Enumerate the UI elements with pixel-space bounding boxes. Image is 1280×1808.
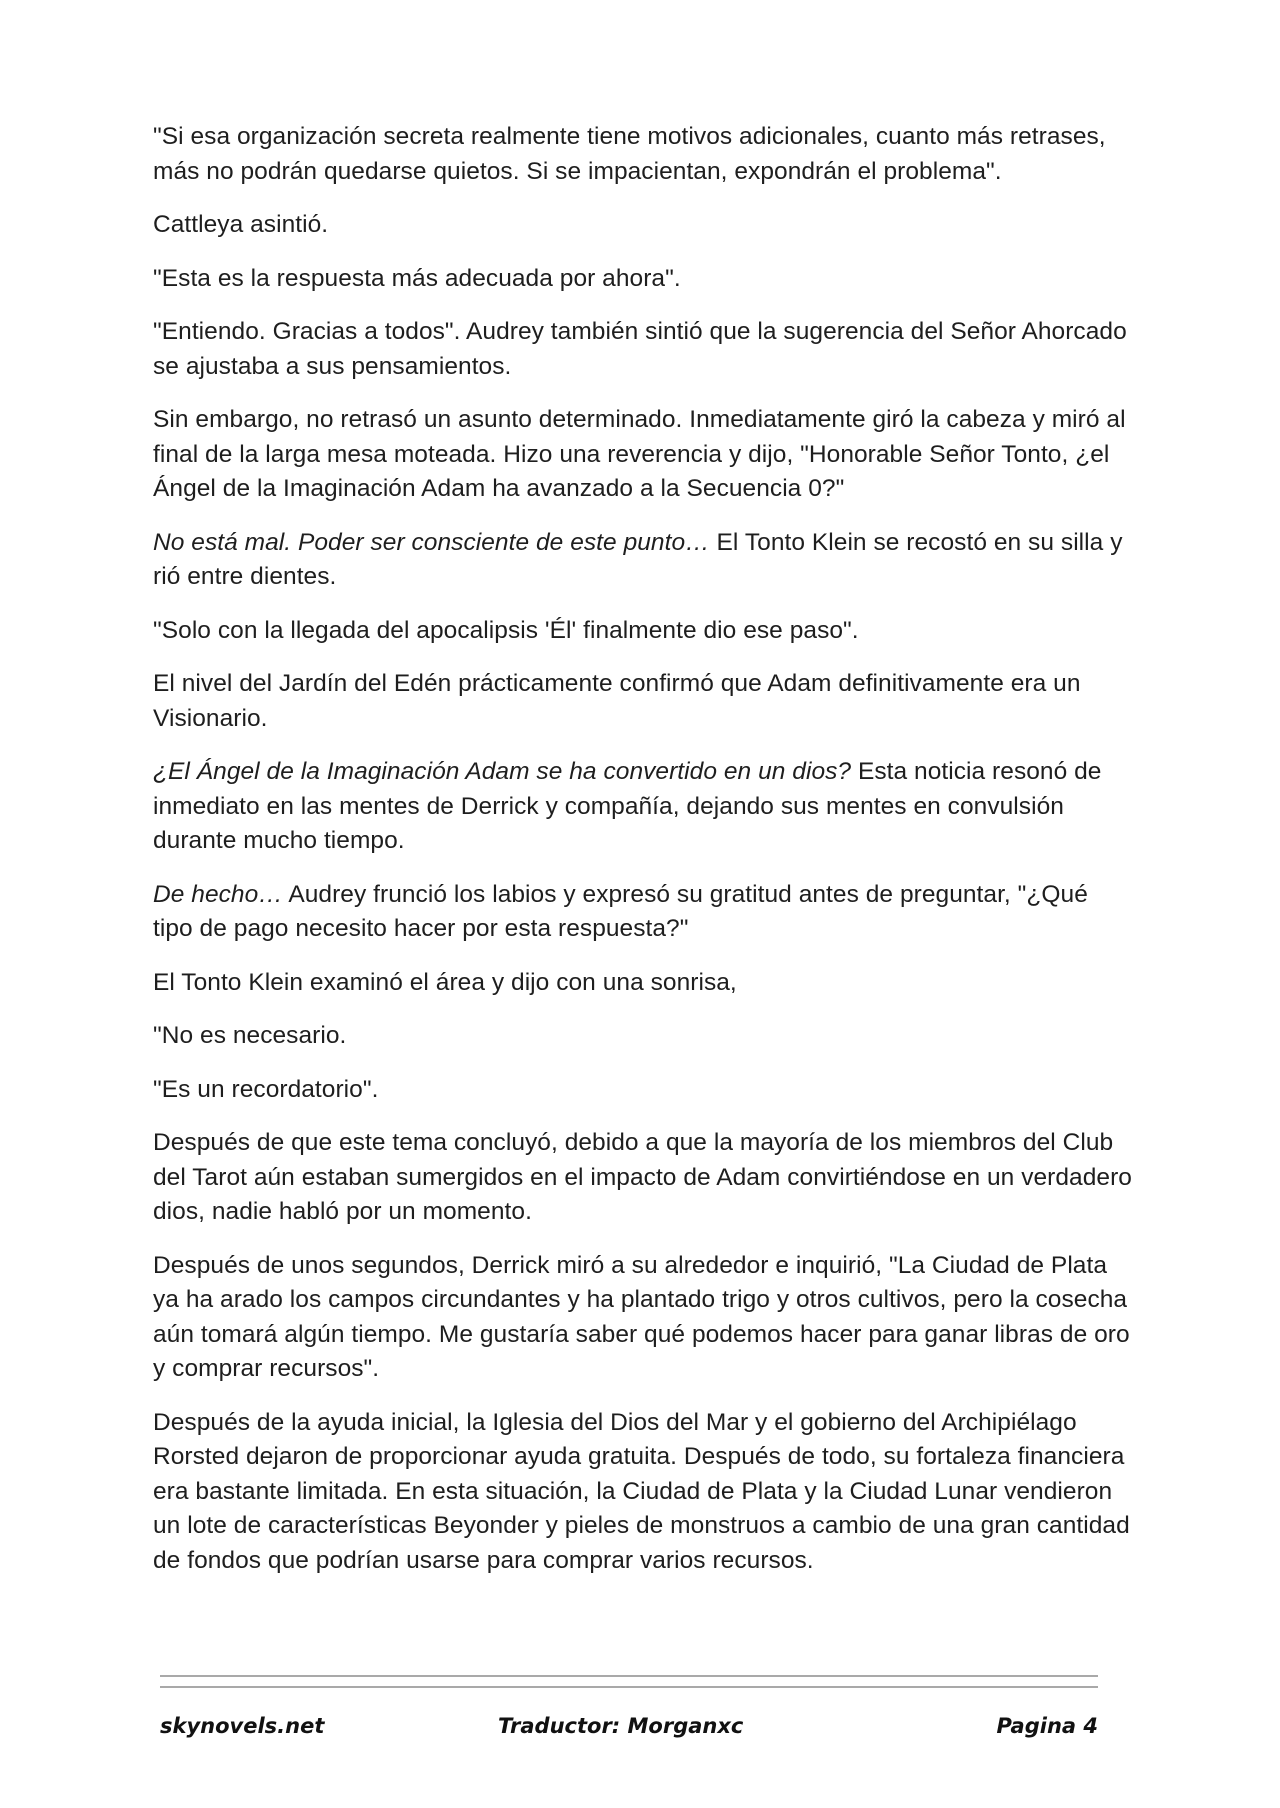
paragraph-text: "Si esa organización secreta realmente tiene motivos adicionales, cuanto más retrases, más no podrán quedarse quietos. Si se impacientan, expondrán el problema".	[153, 123, 1106, 185]
footer-divider-top	[160, 1675, 1098, 1677]
paragraph-2	[153, 208, 1133, 243]
paragraph-5	[153, 403, 1133, 507]
paragraph-text: Audrey frunció los labios y expresó su gratitud antes de preguntar, "¿Qué tipo de pago necesito hacer por esta respuesta?"	[153, 880, 1088, 942]
paragraph-4	[153, 315, 1133, 384]
paragraph-text: "Solo con la llegada del apocalipsis 'Él' finalmente dio ese paso".	[153, 616, 859, 644]
footer-page-number: Pagina 4	[996, 1714, 1098, 1738]
paragraph-9	[153, 755, 1133, 859]
page-footer	[160, 1714, 1098, 1746]
paragraph-text: Cattleya asintió.	[153, 211, 329, 238]
paragraph-text: "No es necesario.	[153, 1022, 347, 1049]
paragraph-10	[153, 878, 1133, 947]
paragraph-14	[153, 1126, 1133, 1230]
paragraph-text: Esta noticia resonó de inmediato en las mentes de Derrick y compañía, dejando sus mentes en convulsión durante mucho tiempo.	[153, 758, 1102, 854]
paragraph-12	[153, 1019, 1133, 1054]
paragraph-7	[153, 614, 1133, 649]
footer-translator: Traductor: Morganxc	[498, 1714, 744, 1738]
paragraph-text: Después de unos segundos, Derrick miró a su alrededor e inquirió, "La Ciudad de Plata ya ha arado los campos circundantes y ha plantado trigo y otros cultivos, pero la cosecha aún tomará algún tiempo. Me gustaría saber qué podemos hacer para ganar libras de oro y comprar recursos".	[153, 1251, 1130, 1382]
italic-thought: ¿El Ángel de la Imaginación Adam se ha convertido en un dios?	[153, 758, 852, 785]
paragraph-8	[153, 667, 1133, 736]
paragraph-text: El Tonto Klein se recostó en su silla y rió entre dientes.	[153, 528, 1123, 590]
paragraph-text: Después de que este tema concluyó, debido a que la mayoría de los miembros del Club del Tarot aún estaban sumergidos en el impacto de Adam convirtiéndose en un verdadero dios, nadie habló por un momento.	[153, 1129, 1132, 1225]
paragraph-text: Sin embargo, no retrasó un asunto determinado. Inmediatamente giró la cabeza y miró al final de la larga mesa moteada. Hizo una reverencia y dijo, "Honorable Señor Tonto, ¿el Ángel de la Imaginación Adam ha avanzado a la Secuencia 0?"	[153, 406, 1126, 502]
footer-divider-bottom	[160, 1686, 1098, 1688]
paragraph-15	[153, 1249, 1133, 1387]
paragraph-text: Después de la ayuda inicial, la Iglesia del Dios del Mar y el gobierno del Archipiélago Rorsted dejaron de proporcionar ayuda gratuita. Después de todo, su fortaleza financiera era bastante limitada. En esta situación, la Ciudad de Plata y la Ciudad Lunar vendieron un lote de características Beyonder y pieles de monstruos a cambio de una gran cantidad de fondos que podrían usarse para comprar varios recursos.	[153, 1408, 1130, 1574]
paragraph-text: El Tonto Klein examinó el área y dijo con una sonrisa,	[153, 968, 737, 996]
paragraph-text: "Es un recordatorio".	[153, 1075, 379, 1103]
italic-thought: No está mal. Poder ser consciente de este punto…	[153, 528, 710, 556]
italic-thought: De hecho…	[153, 880, 283, 908]
paragraph-13	[153, 1073, 1133, 1108]
paragraph-16	[153, 1406, 1133, 1579]
paragraph-3	[153, 262, 1133, 297]
paragraph-1	[153, 120, 1133, 189]
document-body	[153, 120, 1133, 1597]
paragraph-text: "Esta es la respuesta más adecuada por ahora".	[153, 264, 681, 292]
paragraph-11	[153, 966, 1133, 1001]
paragraph-text: "Entiendo. Gracias a todos". Audrey también sintió que la sugerencia del Señor Ahorcado se ajustaba a sus pensamientos.	[153, 318, 1127, 380]
paragraph-6	[153, 526, 1133, 595]
paragraph-text: El nivel del Jardín del Edén prácticamente confirmó que Adam definitivamente era un Visionario.	[153, 670, 1081, 732]
footer-site: skynovels.net	[160, 1714, 325, 1738]
